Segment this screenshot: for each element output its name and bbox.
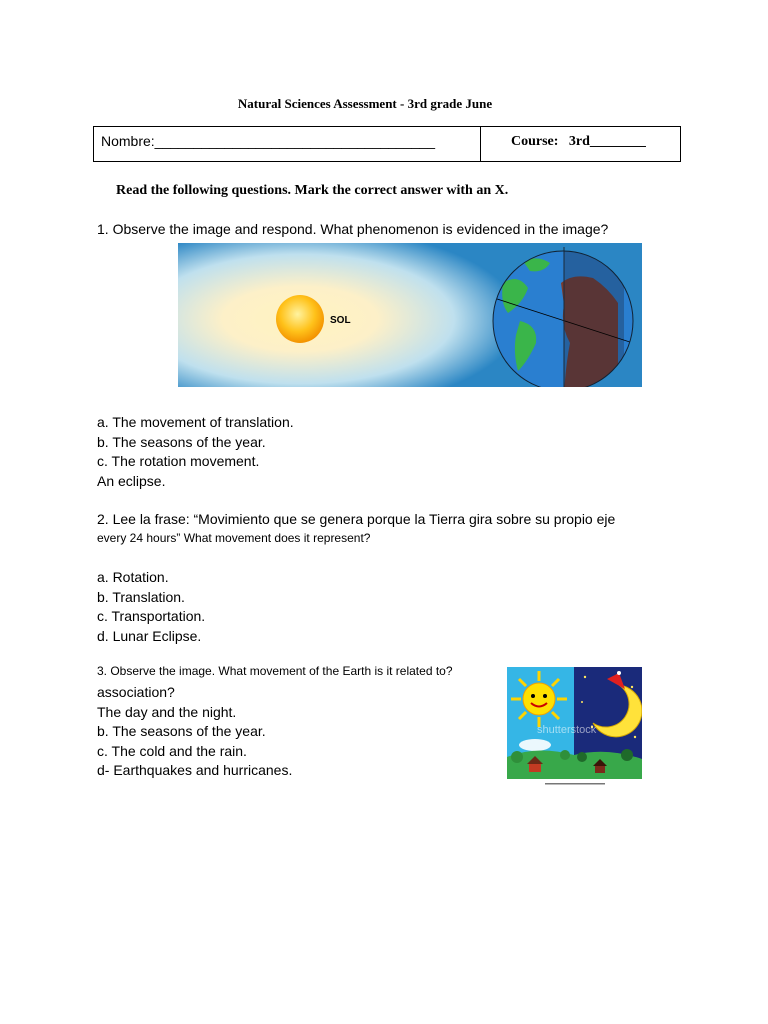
watermark: shutterstock xyxy=(537,724,597,736)
instructions: Read the following questions. Mark the correct answer with an X. xyxy=(116,183,509,198)
sun-icon xyxy=(511,671,567,727)
course-field[interactable]: Course: 3rd________ xyxy=(511,134,646,149)
sun-icon xyxy=(276,295,324,343)
question-3-text: 3. Observe the image. What movement of the Earth is it related to? xyxy=(97,664,453,678)
q2-option-a[interactable]: a. Rotation. xyxy=(97,569,169,585)
table-divider xyxy=(480,127,481,161)
q1-option-a[interactable]: a. The movement of translation. xyxy=(97,414,294,430)
page-title: Natural Sciences Assessment - 3rd grade June xyxy=(237,96,493,111)
question-1-text: 1. Observe the image and respond. What phenomenon is evidenced in the image? xyxy=(97,221,609,237)
student-info-table xyxy=(93,126,681,162)
q1-option-c[interactable]: c. The rotation movement. xyxy=(97,453,260,469)
question-2-options xyxy=(97,568,205,646)
q2-option-b[interactable]: b. Translation. xyxy=(97,588,185,605)
q1-option-b[interactable]: b. The seasons of the year. xyxy=(97,433,266,450)
question-2-line-2: every 24 hours” What movement does it represent? xyxy=(97,531,371,545)
q3-option-b[interactable]: b. The seasons of the year. xyxy=(97,723,266,739)
sun-label: SOL xyxy=(330,315,351,326)
day-night-image xyxy=(507,667,642,788)
q2-option-d[interactable]: d. Lunar Eclipse. xyxy=(97,627,202,644)
nombre-field[interactable]: Nombre:____________________________________ xyxy=(101,133,435,149)
question-1-options xyxy=(97,413,294,491)
q3-option-a[interactable]: The day and the night. xyxy=(97,703,237,720)
question-3-options xyxy=(97,683,292,781)
sun-earth-image xyxy=(178,243,642,387)
q3-option-d[interactable]: d- Earthquakes and hurricanes. xyxy=(97,762,293,778)
q1-option-d[interactable]: An eclipse. xyxy=(97,472,166,489)
q3-option-prefix: association? xyxy=(97,684,175,700)
question-2-line-1: 2. Lee la frase: “Movimiento que se genera porque la Tierra gira sobre su propio eje xyxy=(97,511,616,527)
q3-option-c[interactable]: c. The cold and the rain. xyxy=(97,742,247,759)
q2-option-c[interactable]: c. Transportation. xyxy=(97,608,206,624)
